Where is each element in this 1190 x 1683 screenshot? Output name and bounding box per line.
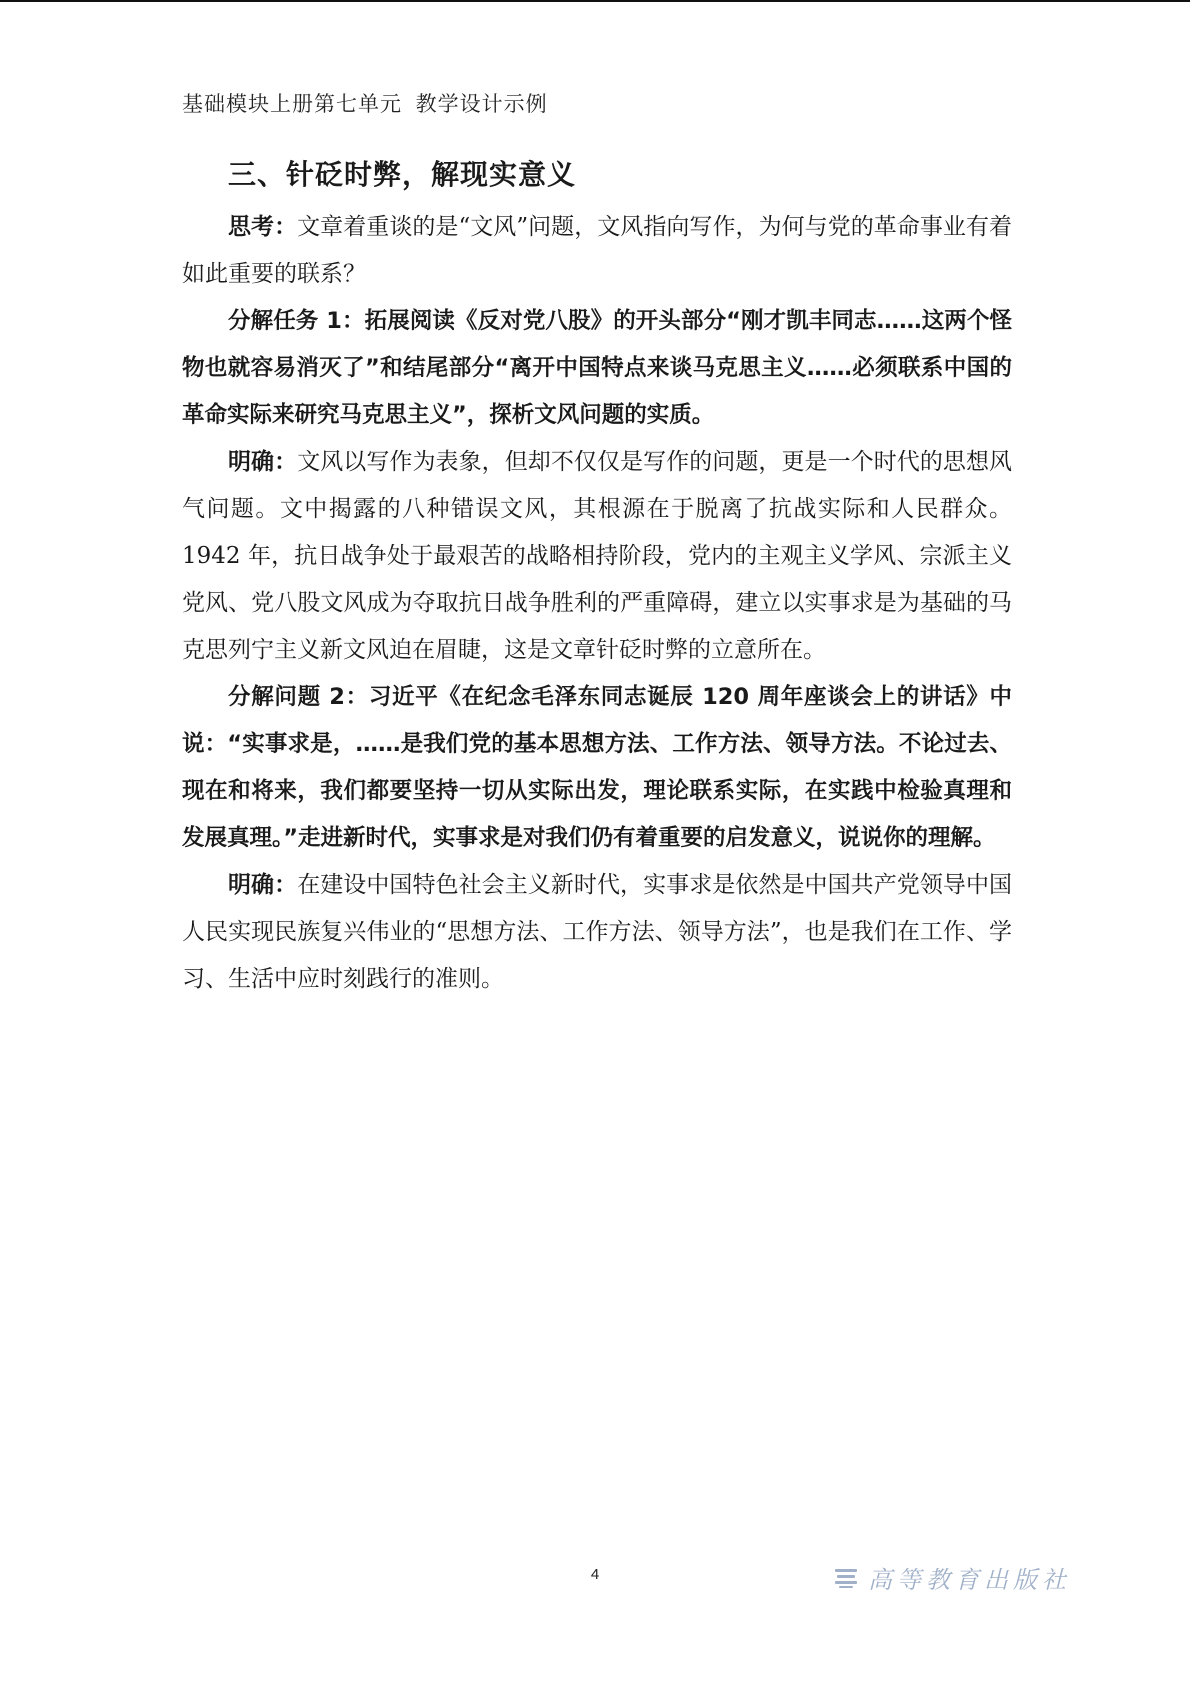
paragraph-lead-clarify-2: 明确： [228,872,298,898]
paragraph-lead-clarify-1: 明确： [228,449,298,475]
publisher-mark [834,1560,1071,1595]
running-header: 基础模块上册第七单元 教学设计示例 [182,92,548,116]
page-number: 4 [590,1566,600,1583]
paragraph-lead-think: 思考： [228,214,298,240]
paragraph-text-think: 文章着重谈的是“文风”问题，文风指向写作，为何与党的革命事业有着如此重要的联系？ [182,214,1012,287]
document-body [182,158,1012,1003]
paragraph-text-clarify-2: 在建设中国特色社会主义新时代，实事求是依然是中国共产党领导中国人民实现民族复兴伟业的“思想方法、工作方法、领导方法”，也是我们在工作、学习、生活中应时刻践行的准则。 [182,872,1013,992]
top-border-line [0,0,1190,2]
paragraph-question-2: 分解问题 2：习近平《在纪念毛泽东同志诞辰 120 周年座谈会上的讲话》中说：“实事求是，……是我们党的基本思想方法、工作方法、领导方法。不论过去、现在和将来，我们都要坚持一切从实际出发，理论联系实际，在实践中检验真理和发展真理。”走进新时代，实事求是对我们仍有着重要的启发意义，说说你的理解。 [182,684,1012,851]
publisher-logo-icon [834,1567,858,1589]
paragraph-clarify-1 [182,439,1012,674]
paragraph-think [182,204,1012,298]
section-title: 三、针砭时弊，解现实意义 [228,158,577,191]
paragraph-text-clarify-1: 文风以写作为表象，但却不仅仅是写作的问题，更是一个时代的思想风气问题。文中揭露的八种错误文风，其根源在于脱离了抗战实际和人民群众。1942 年，抗日战争处于最艰苦的战略相持阶段，党内的主观主义学风、宗派主义党风、党八股文风成为夺取抗日战争胜利的严重障碍，建立以实事求是为基础的马克思列宁主义新文风迫在眉睫，这是文章针砭时弊的立意所在。 [182,449,1013,663]
paragraph-clarify-2 [182,862,1012,1003]
paragraph-task-1: 分解任务 1：拓展阅读《反对党八股》的开头部分“刚才凯丰同志……这两个怪物也就容易消灭了”和结尾部分“离开中国特点来谈马克思主义……必须联系中国的革命实际来研究马克思主义”，探析文风问题的实质。 [182,308,1012,428]
publisher-name: 高等教育出版社 [868,1566,1071,1594]
